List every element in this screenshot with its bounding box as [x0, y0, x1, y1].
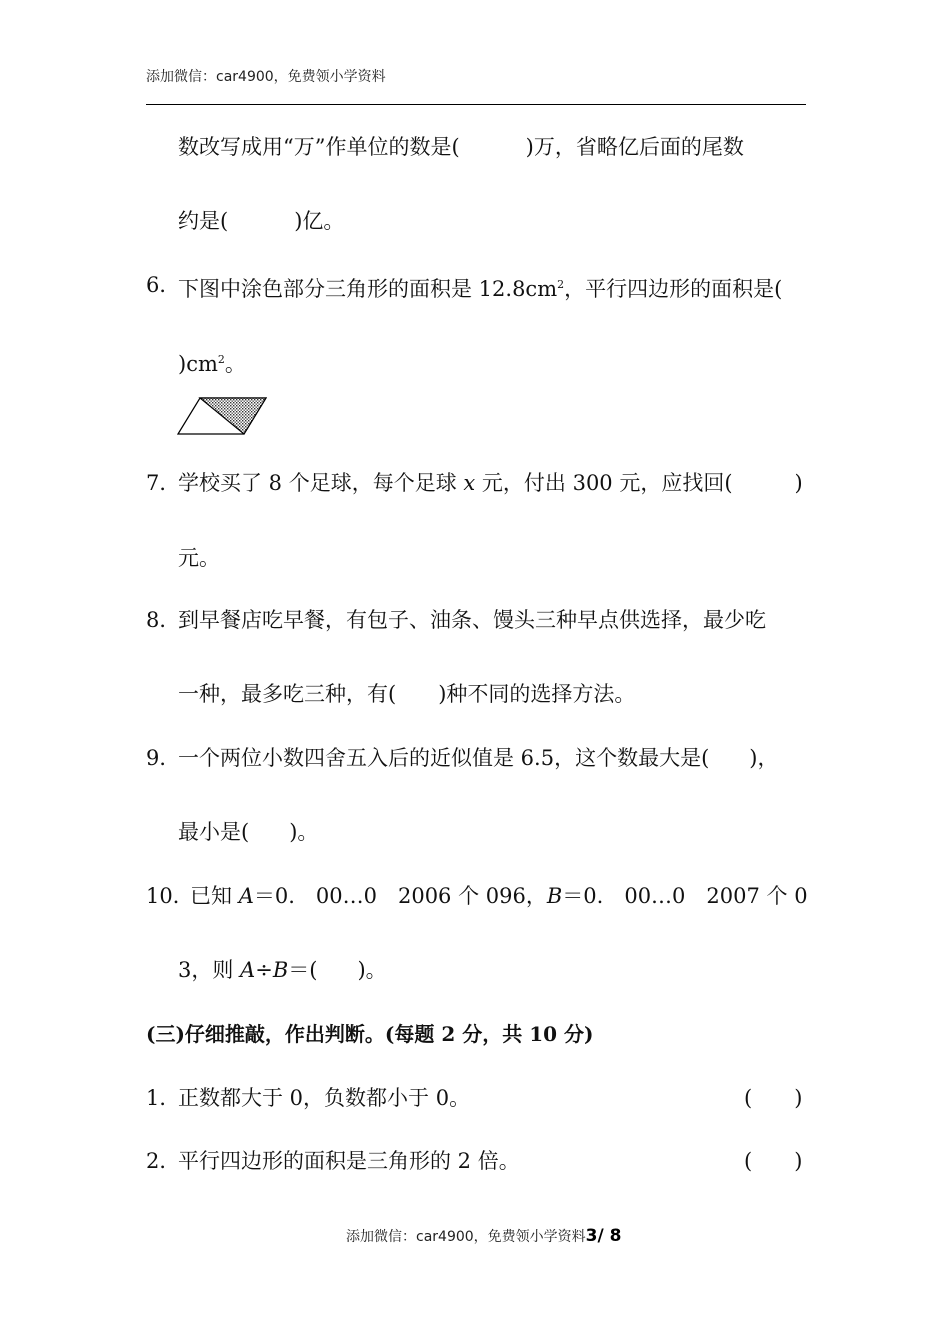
parallelogram-figure [176, 396, 268, 438]
judge-paren: ( ) [744, 1086, 803, 1110]
question-number: 6． [146, 273, 181, 297]
header-divider [146, 104, 806, 105]
question-number: 2． [146, 1149, 181, 1173]
question-number: 7． [146, 471, 181, 495]
question-number: 10． [146, 884, 194, 908]
page-number: 3/ 8 [585, 1226, 622, 1246]
question-number: 9． [146, 746, 181, 770]
judge-paren: ( ) [744, 1149, 803, 1173]
question-number: 8． [146, 608, 181, 632]
section-title: (三)仔细推敲，作出判断。(每题 2 分，共 10 分) [146, 1022, 594, 1046]
page-footer: 添加微信：car4900，免费领小学资料3/ 8 [346, 1226, 622, 1246]
question-number: 1． [146, 1086, 181, 1110]
page-header: 添加微信：car4900，免费领小学资料 [146, 69, 386, 85]
